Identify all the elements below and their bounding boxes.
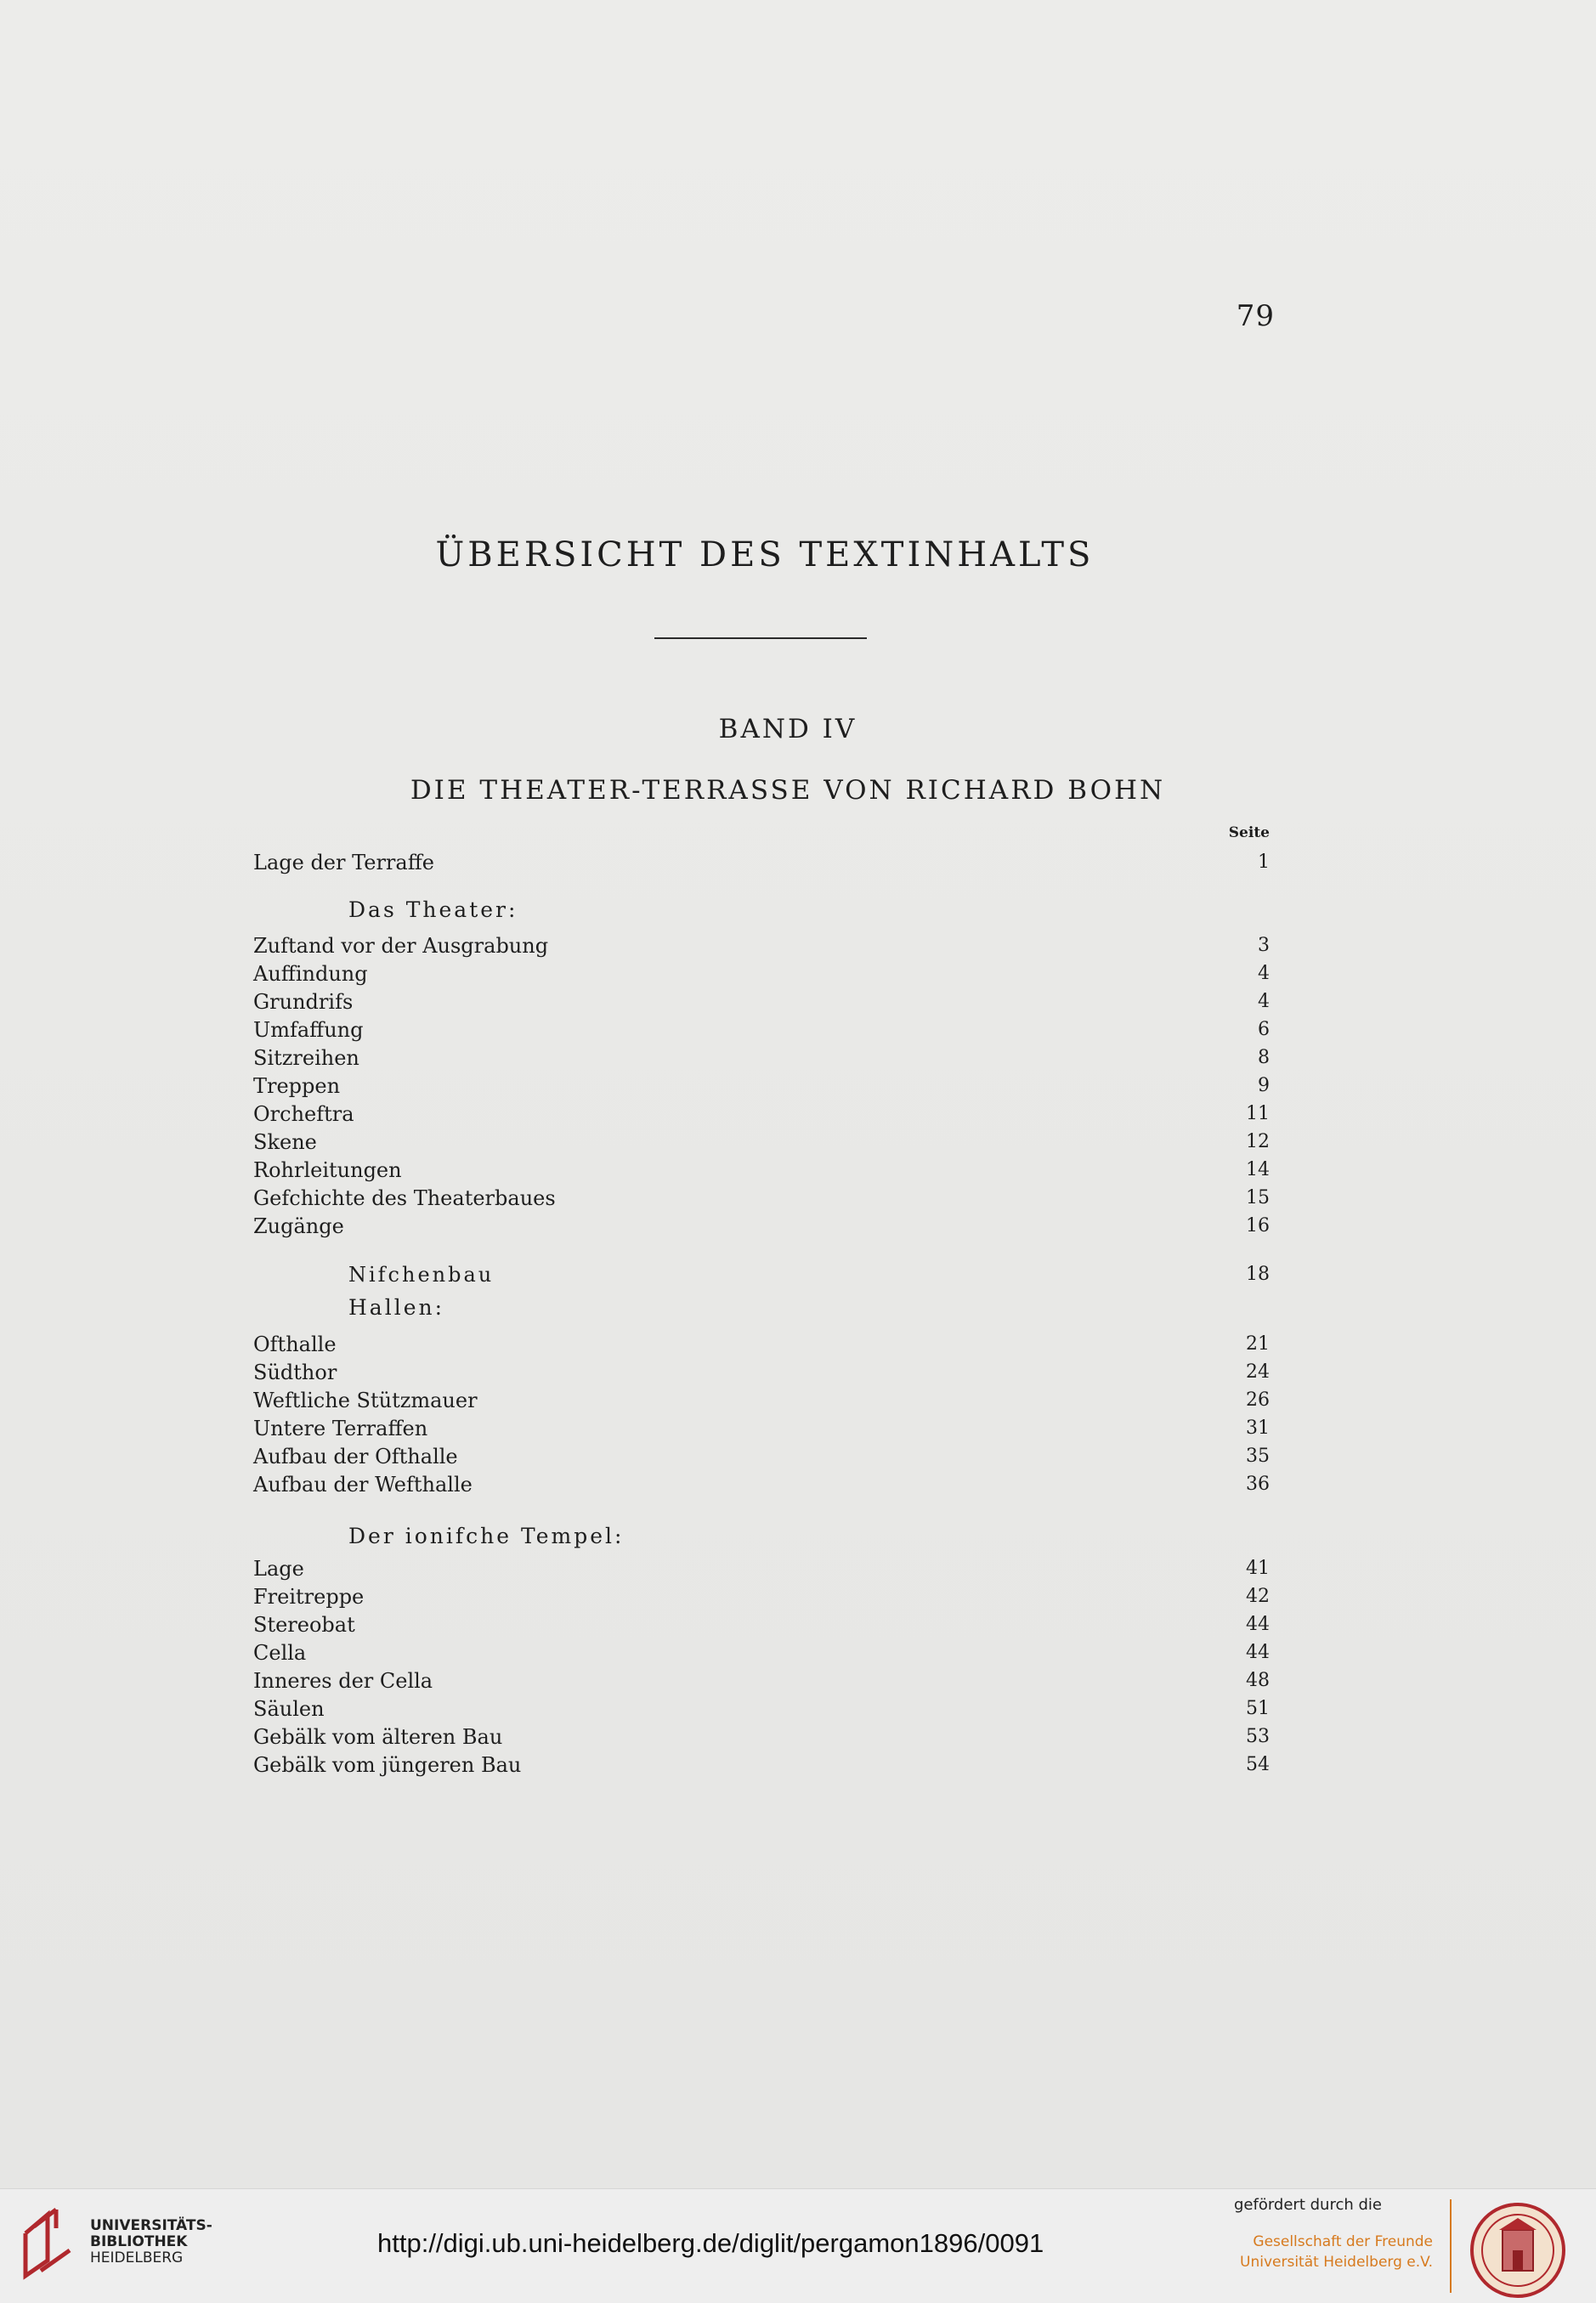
toc-entry — [253, 1358, 1270, 1387]
page-title: ÜBERSICHT DES TEXTINHALTS — [435, 535, 1095, 574]
toc-entry — [253, 1723, 1270, 1751]
toc-entry-title: Gebälk vom älteren Bau — [253, 1725, 503, 1749]
toc-entry-title: Zugänge — [253, 1214, 344, 1238]
toc-entry-page: 44 — [1246, 1642, 1270, 1663]
leader-dots — [526, 1751, 1215, 1780]
toc-entry-title: Umfaffung — [253, 1018, 364, 1042]
toc-entry-page: 9 — [1258, 1075, 1270, 1096]
toc-entry — [253, 1212, 1270, 1241]
leader-dots — [349, 1212, 1215, 1241]
toc-entry-title: Zuftand vor der Ausgrabung — [253, 934, 549, 958]
page-number: 79 — [1236, 299, 1275, 333]
leader-dots — [439, 848, 1215, 877]
toc-entry — [253, 1751, 1270, 1780]
toc-entry — [253, 1184, 1270, 1213]
toc-entry-page: 6 — [1258, 1019, 1270, 1040]
toc-entry-page: 35 — [1246, 1446, 1270, 1467]
library-name — [90, 2218, 212, 2266]
toc-entry-title: Weftliche Stützmauer — [253, 1389, 478, 1412]
toc-entry-page: 14 — [1246, 1159, 1270, 1180]
toc-entry-page: 4 — [1258, 991, 1270, 1012]
leader-dots — [553, 931, 1215, 960]
library-name-line2: BIBLIOTHEK — [90, 2233, 188, 2250]
toc-entry-page: 44 — [1246, 1614, 1270, 1635]
toc-entry-title: Lage der Terraffe — [253, 851, 434, 874]
leader-dots — [359, 1100, 1215, 1129]
toc-entry-page: 51 — [1246, 1698, 1270, 1719]
toc-entry-title: Südthor — [253, 1361, 337, 1384]
toc-entry-page: 12 — [1246, 1131, 1270, 1152]
leader-dots — [311, 1638, 1215, 1667]
leader-dots — [407, 1156, 1215, 1185]
toc-entry-page: 41 — [1246, 1558, 1270, 1579]
toc-entry — [253, 1156, 1270, 1185]
toc-entry-title: Sitzreihen — [253, 1046, 359, 1070]
toc-entry — [253, 1072, 1270, 1101]
toc-entry-title: Cella — [253, 1641, 307, 1665]
leader-dots — [499, 1260, 1215, 1289]
sponsor-divider — [1450, 2199, 1452, 2293]
sponsor-name-line1: Gesellschaft der Freunde — [1253, 2233, 1433, 2250]
section-subtitle: DIE THEATER-TERRASSE VON RICHARD BOHN — [410, 775, 1166, 806]
leader-dots — [342, 1358, 1215, 1387]
toc-entry-title: Rohrleitungen — [253, 1158, 402, 1182]
toc-entry — [253, 1582, 1270, 1611]
toc-entry-page: 3 — [1258, 935, 1270, 956]
toc-entry — [253, 1442, 1270, 1471]
leader-dots — [360, 1610, 1215, 1639]
section-heading-hallen: Hallen: — [348, 1295, 445, 1320]
leader-dots — [478, 1470, 1215, 1499]
toc-entry — [348, 1260, 1270, 1289]
toc-entry-page: 4 — [1258, 963, 1270, 984]
toc-entry — [253, 1695, 1270, 1723]
toc-entry-title: Lage — [253, 1557, 304, 1581]
leader-dots — [309, 1554, 1215, 1583]
toc-entry-page: 48 — [1246, 1670, 1270, 1691]
leader-dots — [365, 1044, 1215, 1072]
toc-entry-page: 8 — [1258, 1047, 1270, 1068]
toc-entry — [253, 1414, 1270, 1443]
toc-entry-title: Grundrifs — [253, 990, 354, 1014]
leader-dots — [322, 1128, 1215, 1157]
leader-dots — [438, 1666, 1215, 1695]
section-heading-tempel: Der ionifche Tempel: — [348, 1524, 625, 1548]
toc-entry-title: Gefchichte des Theaterbaues — [253, 1186, 556, 1210]
leader-dots — [345, 1072, 1215, 1101]
leader-dots — [561, 1184, 1215, 1213]
toc-entry — [253, 1610, 1270, 1639]
library-name-line3: HEIDELBERG — [90, 2249, 184, 2266]
toc-entry — [253, 1386, 1270, 1415]
toc-entry-title: Skene — [253, 1130, 317, 1154]
toc-entry-page: 21 — [1246, 1333, 1270, 1355]
band-heading: BAND IV — [718, 714, 857, 744]
leader-dots — [483, 1386, 1215, 1415]
leader-dots — [342, 1330, 1215, 1359]
toc-entry — [253, 931, 1270, 960]
leader-dots — [507, 1723, 1215, 1751]
toc-entry-page: 26 — [1246, 1389, 1270, 1411]
section-heading-theater: Das Theater: — [348, 897, 518, 922]
toc-entry — [253, 987, 1270, 1016]
toc-entry — [253, 1044, 1270, 1072]
university-seal-icon — [1469, 2201, 1567, 2300]
library-logo-icon[interactable] — [19, 2208, 78, 2281]
toc-entry-title: Auffindung — [253, 962, 368, 986]
leader-dots — [330, 1695, 1215, 1723]
toc-entry-page: 24 — [1246, 1361, 1270, 1383]
toc-entry — [253, 1638, 1270, 1667]
toc-entry — [253, 1100, 1270, 1129]
leader-dots — [369, 1582, 1215, 1611]
toc-entry — [253, 1330, 1270, 1359]
toc-entry-page: 11 — [1246, 1103, 1270, 1124]
toc-entry-page: 16 — [1246, 1215, 1270, 1236]
leader-dots — [358, 987, 1215, 1016]
toc-entry-title: Säulen — [253, 1697, 325, 1721]
library-name-line1: UNIVERSITÄTS- — [90, 2217, 212, 2234]
toc-entry — [253, 1666, 1270, 1695]
toc-entry-title: Inneres der Cella — [253, 1669, 433, 1693]
seite-column-label: Seite — [1228, 824, 1270, 841]
leader-dots — [463, 1442, 1215, 1471]
toc-entry — [253, 1470, 1270, 1499]
toc-entry-title: Ofthalle — [253, 1333, 337, 1356]
leader-dots — [369, 1016, 1215, 1044]
footer-bar — [0, 2188, 1596, 2303]
permalink-url[interactable]: http://digi.ub.uni-heidelberg.de/diglit/pergamon1896/0091 — [377, 2228, 1044, 2258]
toc-entry-page: 54 — [1246, 1754, 1270, 1775]
toc-entry-title: Untere Terraffen — [253, 1417, 428, 1440]
toc-entry-title: Gebälk vom jüngeren Bau — [253, 1753, 522, 1777]
toc-entry-title: Aufbau der Wefthalle — [253, 1473, 473, 1497]
sponsor-name-line2: Universität Heidelberg e.V. — [1240, 2254, 1433, 2271]
toc-entry — [253, 1128, 1270, 1157]
toc-entry — [253, 1554, 1270, 1583]
toc-entry-page: 42 — [1246, 1586, 1270, 1607]
toc-entry-page: 1 — [1258, 852, 1270, 873]
toc-entry — [253, 959, 1270, 988]
sponsor-name[interactable] — [1229, 2232, 1433, 2272]
toc-entry-title: Treppen — [253, 1074, 341, 1098]
leader-dots — [373, 959, 1215, 988]
toc-entry-page: 18 — [1246, 1264, 1270, 1285]
toc-entry-title: Orcheftra — [253, 1102, 354, 1126]
toc-entry-title: Nifchenbau — [348, 1263, 495, 1287]
toc-entry-title: Freitreppe — [253, 1585, 365, 1609]
toc-entry-page: 15 — [1246, 1187, 1270, 1208]
toc-entry — [253, 848, 1270, 877]
toc-entry-title: Stereobat — [253, 1613, 355, 1637]
leader-dots — [433, 1414, 1215, 1443]
sponsor-label: gefördert durch die — [1234, 2196, 1382, 2214]
toc-entry — [253, 1016, 1270, 1044]
toc-entry-page: 36 — [1246, 1474, 1270, 1495]
toc-entry-page: 53 — [1246, 1726, 1270, 1747]
title-divider — [654, 637, 867, 639]
toc-entry-page: 31 — [1246, 1417, 1270, 1439]
toc-entry-title: Aufbau der Ofthalle — [253, 1445, 458, 1468]
